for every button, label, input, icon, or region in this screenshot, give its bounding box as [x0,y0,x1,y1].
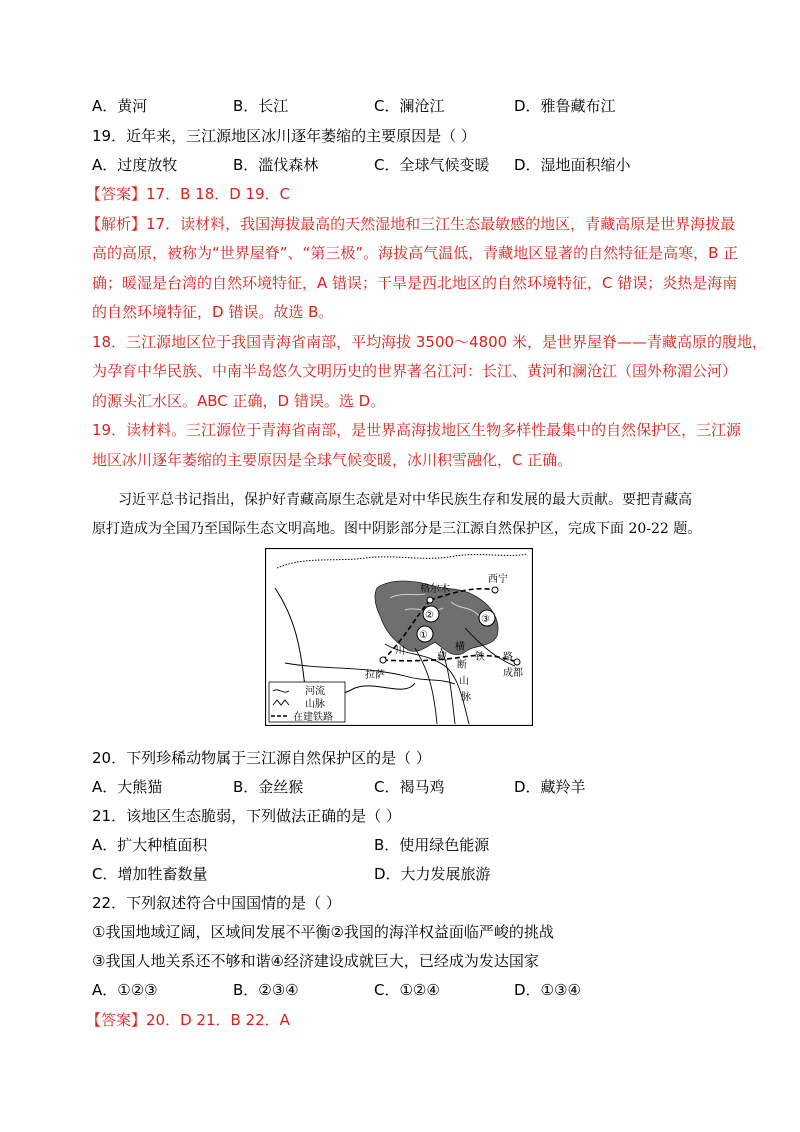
label-xining: 西宁 [488,574,508,585]
q18-option-c: C．澜沧江 [374,97,445,115]
city-chengdu [514,659,520,665]
legend-railway-label: 在建铁路 [293,712,333,723]
legend-river-label: 河流 [305,686,325,697]
answer-17-19: 【答案】17．B 18．D 19．C [86,185,291,203]
q21-stem: 21．该地区生态脆弱，下列做法正确的是（ ） [92,807,401,825]
q20-stem: 20．下列珍稀动物属于三江源自然保护区的是（ ） [92,749,431,767]
q21-option-a: A．扩大种植面积 [92,836,208,854]
q19-option-d: D．湿地面积缩小 [514,156,631,174]
q19-option-a: A．过度放牧 [92,156,178,174]
analysis-line: 19．读材料。三江源位于青海省南部，是世界高海拔地区生物多样性最集中的自然保护区，三江源 [92,421,742,439]
q18-option-d: D．雅鲁藏布江 [514,97,616,115]
analysis-line: 确；暖湿是台湾的自然环境特征，A 错误；干旱是西北地区的自然环境特征，C 错误；炎热是海南 [92,274,738,292]
label-tie: 铁 [475,652,485,663]
q22-option-c: C．①②④ [374,981,440,999]
q19-stem: 19．近年来，三江源地区冰川逐年萎缩的主要原因是（ ） [92,127,476,145]
analysis-line: 高的高原，被称为“世界屋脊”、“第三极”。海拔高气温低，青藏地区显著的自然特征是高寒，B 正 [92,244,739,262]
q20-option-c: C．褐马鸡 [374,778,445,796]
label-circle-2: ② [425,610,434,621]
q21-option-c: C．增加牲畜数量 [92,865,208,883]
q22-option-d: D．①③④ [514,981,581,999]
q22-option-a: A．①②③ [92,981,158,999]
q20-option-d: D．藏羚羊 [514,778,586,796]
answer-20-22: 【答案】20．D 21．B 22．A [86,1011,290,1029]
q22-option-b: B．②③④ [233,981,299,999]
city-geermu [427,597,433,603]
label-circle-1: ① [419,630,428,641]
label-geermu: 格尔木 [420,584,450,595]
label-duan: 断 [457,660,467,671]
legend-mountain-label: 山脉 [305,699,325,710]
label-zang: 藏 [437,652,447,663]
q22-stem: 22．下列叙述符合中国国情的是（ ） [92,894,341,912]
analysis-line: 的源头汇水区。ABC 正确，D 错误。选 D。 [92,392,386,410]
label-mai: 脉 [461,692,471,703]
label-chuan: 川 [395,646,405,657]
analysis-line: 【解析】17．读材料，我国海拔最高的天然湿地和三江生态最敏感的地区，青藏高原是世界海拔最 [86,215,736,233]
label-heng: 横 [455,642,465,653]
q21-option-b: B．使用绿色能源 [374,836,490,854]
label-lu: 路 [503,652,513,663]
sanjiangyuan-map [265,548,533,726]
q19-option-b: B．滥伐森林 [233,156,319,174]
q22-item-1: ①我国地域辽阔，区域间发展不平衡②我国的海洋权益面临严峻的挑战 [92,923,554,941]
label-circle-3: ③ [481,614,490,625]
q22-item-2: ③我国人地关系还不够和谐④经济建设成就巨大，已经成为发达国家 [92,952,539,970]
intro-line-2: 原打造成为全国乃至国际生态文明高地。图中阴影部分是三江源自然保护区，完成下面 20-22 题。 [92,521,702,537]
analysis-line: 为孕育中华民族、中南半岛悠久文明历史的世界著名江河：长江、黄河和澜沧江（国外称湄公河） [92,362,738,380]
analysis-line: 18．三江源地区位于我国青海省南部，平均海拔 3500～4800 米，是世界屋脊——青藏高原的腹地， [92,333,767,351]
q19-option-c: C．全球气候变暖 [374,156,490,174]
label-shan: 山 [459,676,469,687]
label-chengdu: 成都 [503,668,523,679]
q18-option-a: A．黄河 [92,97,148,115]
analysis-line: 的自然环境特征，D 错误。故选 B。 [92,303,334,321]
q18-option-b: B．长江 [233,97,289,115]
q20-option-b: B．金丝猴 [233,778,304,796]
city-lasa [380,657,386,663]
q20-option-a: A．大熊猫 [92,778,163,796]
city-xining [492,587,498,593]
intro-line-1: 习近平总书记指出，保护好青藏高原生态就是对中华民族生存和发展的最大贡献。要把青藏高 [118,492,692,508]
q21-option-d: D．大力发展旅游 [374,865,491,883]
label-lasa: 拉萨 [365,670,385,681]
analysis-line: 地区冰川逐年萎缩的主要原因是全球气候变暖，冰川积雪融化，C 正确。 [92,451,573,469]
